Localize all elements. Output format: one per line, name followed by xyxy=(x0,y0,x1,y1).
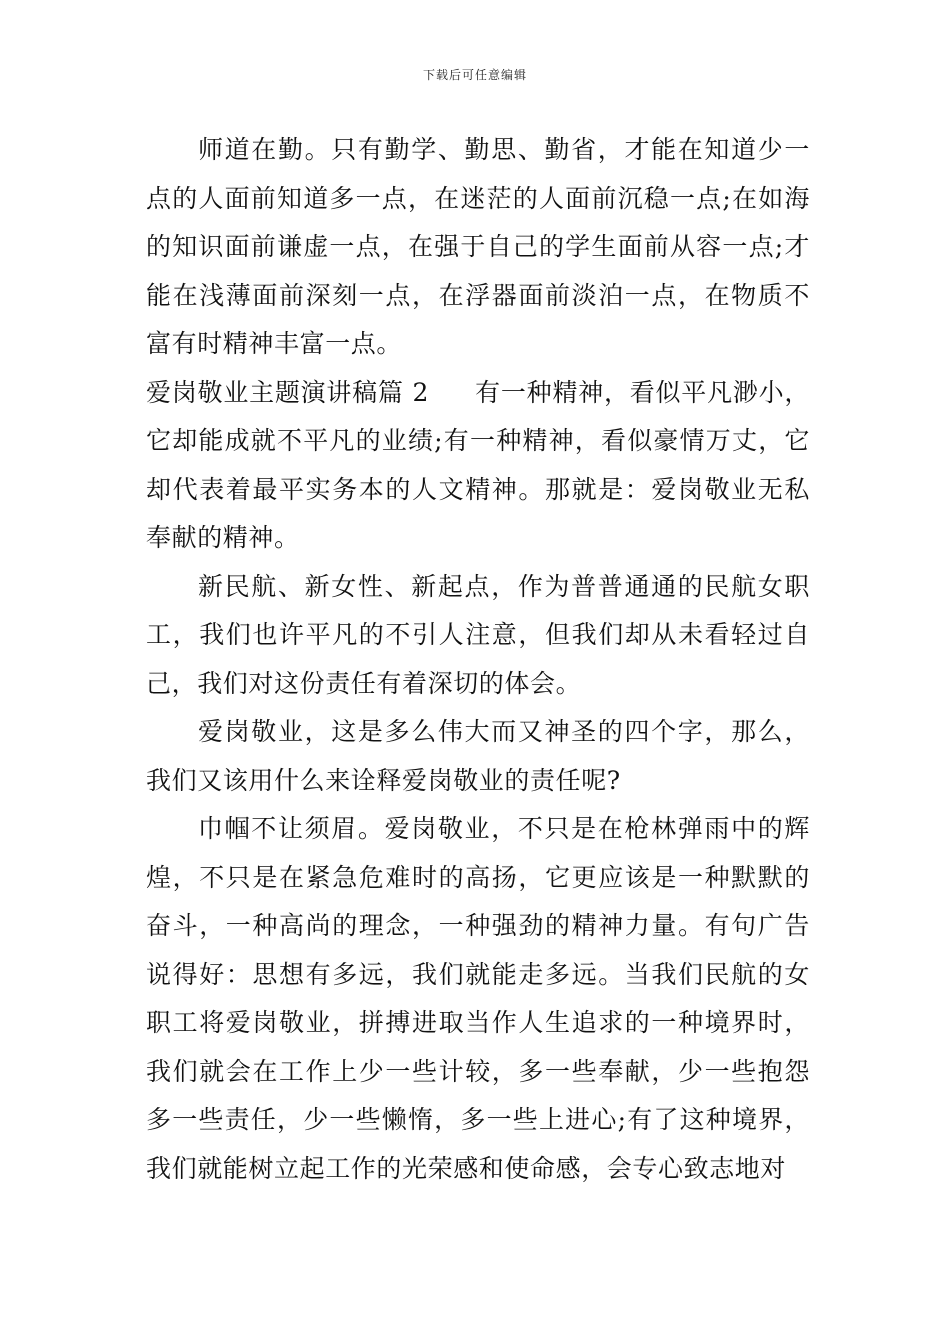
section-title: 爱岗敬业主题演讲稿篇 2 xyxy=(146,377,429,407)
paragraph-3: 爱岗敬业，这是多么伟大而又神圣的四个字，那么，我们又该用什么来诠释爱岗敬业的责任呢? xyxy=(146,717,810,795)
section-first-paragraph: 有一种精神，看似平凡渺小，它却能成就不平凡的业绩;有一种精神，看似豪情万丈，它却代表着最平实务本的人文精神。那就是：爱岗敬业无私奉献的精神。 xyxy=(146,377,810,552)
document-body xyxy=(146,126,810,1193)
paragraph-1: 师道在勤。只有勤学、勤思、勤省，才能在知道少一点的人面前知道多一点，在迷茫的人面前沉稳一点;在如海的知识面前谦虚一点，在强于自己的学生面前从容一点;才能在浅薄面前深刻一点，在浮器面前淡泊一点，在物质不富有时精神丰富一点。 xyxy=(146,135,810,358)
paragraph-4: 巾帼不让须眉。爱岗敬业，不只是在枪林弹雨中的辉煌，不只是在紧急危难时的高扬，它更应该是一种默默的奋斗，一种高尚的理念，一种强劲的精神力量。有句广告说得好：思想有多远，我们就能走多远。当我们民航的女职工将爱岗敬业，拼搏进取当作人生追求的一种境界时，我们就会在工作上少一些计较，多一些奉献，少一些抱怨多一些责任，少一些懒惰，多一些上进心;有了这种境界，我们就能树立起工作的光荣感和使命感，会专心致志地对 xyxy=(146,814,810,1183)
paragraph-2: 新民航、新女性、新起点，作为普普通通的民航女职工，我们也许平凡的不引人注意，但我们却从未看轻过自己，我们对这份责任有着深切的体会。 xyxy=(146,571,810,698)
section-block xyxy=(146,369,810,563)
page-header: 下载后可任意编辑 xyxy=(422,68,527,82)
